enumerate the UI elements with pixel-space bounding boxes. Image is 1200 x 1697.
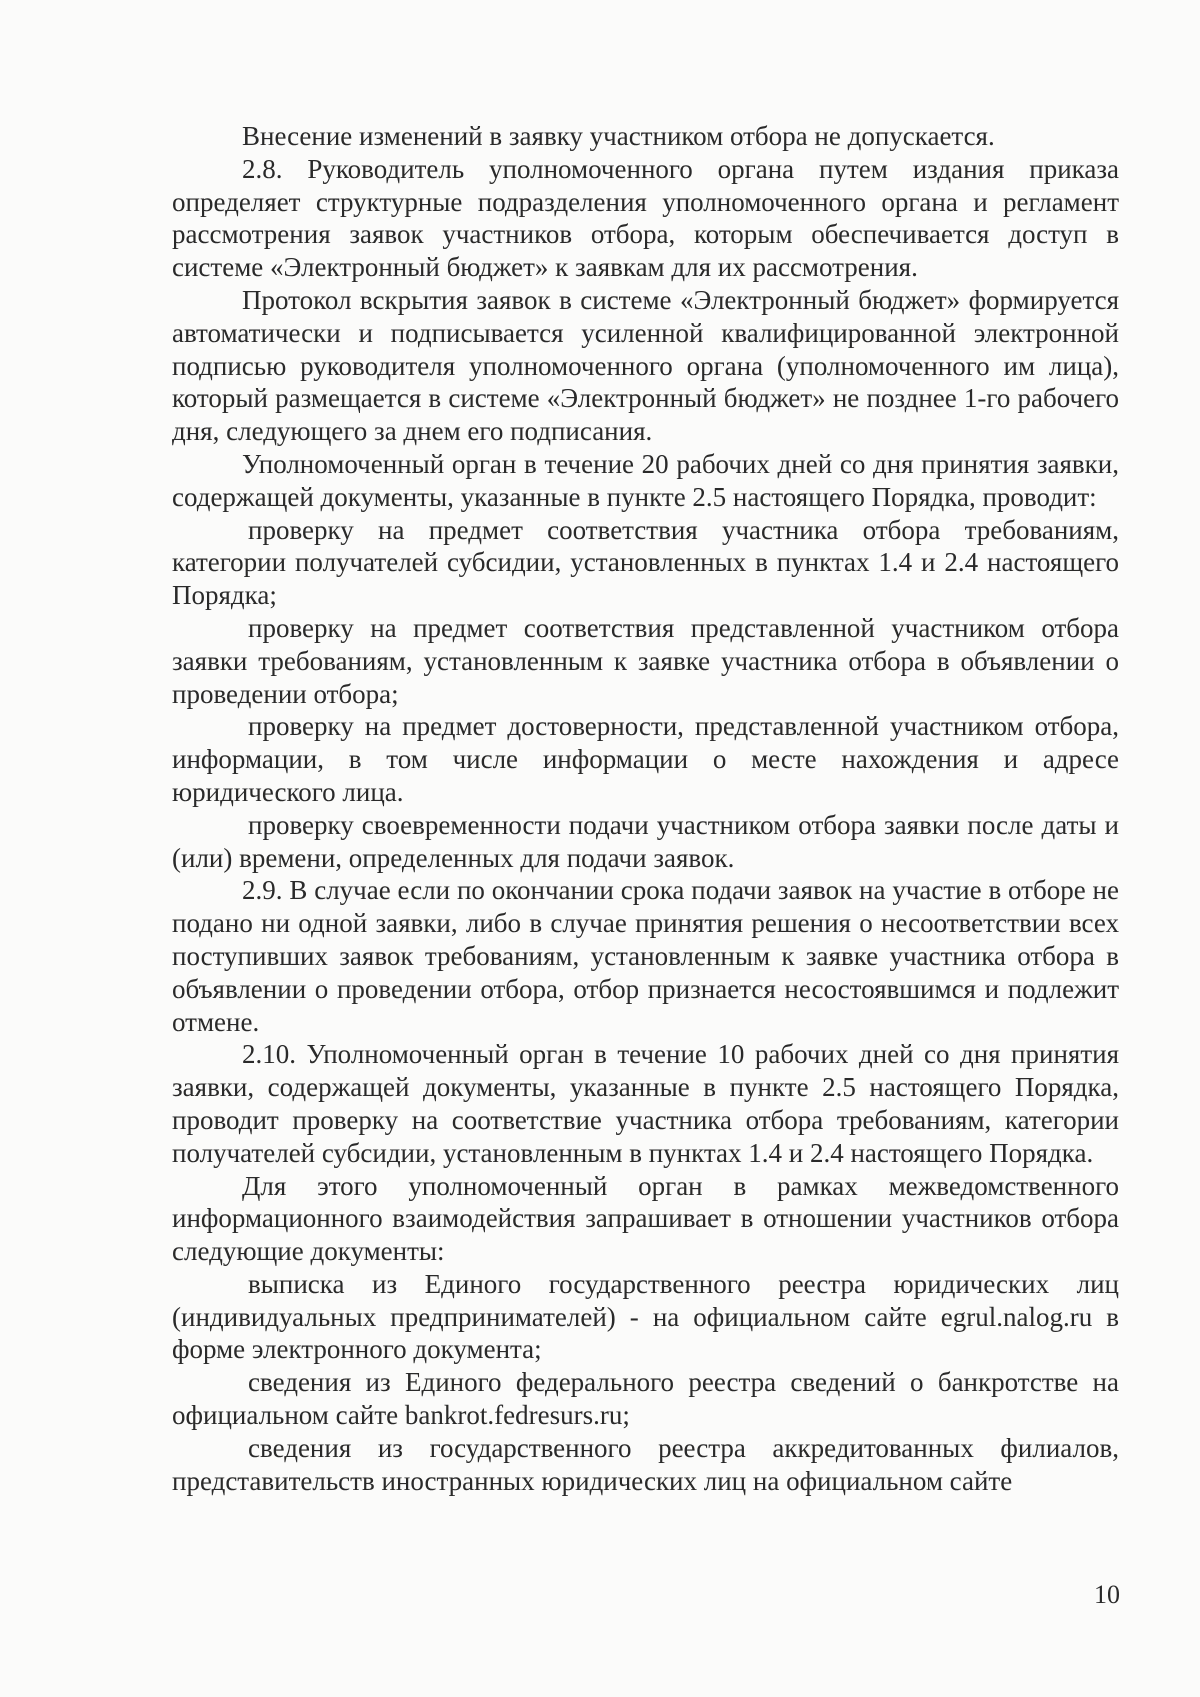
- paragraph-review-intro: Уполномоченный орган в течение 20 рабочих дней со дня принятия заявки, содержащей документы, указанные в пункте 2.5 настоящего Порядка, проводит:: [172, 448, 1119, 512]
- list-item-egrul: выписка из Единого государственного реестра юридических лиц (индивидуальных предпринимателей) - на официальном сайте egrul.nalog.ru в форме электронного документа;: [172, 1268, 1119, 1365]
- paragraph-interagency: Для этого уполномоченный орган в рамках межведомственного информационного взаимодействия запрашивает в отношении участников отбора следующие документы:: [172, 1170, 1119, 1267]
- list-item-accredited-branches: сведения из государственного реестра аккредитованных филиалов, представительств иностранных юридических лиц на официальном сайте: [172, 1432, 1119, 1496]
- page-number: 10: [1094, 1580, 1120, 1609]
- paragraph-2-10: 2.10. Уполномоченный орган в течение 10 рабочих дней со дня принятия заявки, содержащей документы, указанные в пункте 2.5 настоящего Порядка, проводит проверку на соответствие участника отбора требованиям, категории получателей субсидии, установленным в пунктах 1.4 и 2.4 настоящего Порядка.: [172, 1039, 1119, 1168]
- paragraph-2-9: 2.9. В случае если по окончании срока подачи заявок на участие в отборе не подано ни одной заявки, либо в случае принятия решения о несоответствии всех поступивших заявок требованиям, установленным к заявке участника отбора в объявлении о проведении отбора, отбор признается несостоявшимся и подлежит отмене.: [172, 875, 1119, 1037]
- list-item-check-application: проверку на предмет соответствия представленной участником отбора заявки требованиям, установленным к заявке участника отбора в объявлении о проведении отбора;: [172, 612, 1119, 709]
- document-body: [172, 120, 1119, 1497]
- list-item-fedresurs: сведения из Единого федерального реестра сведений о банкротстве на официальном сайте bankrot.fedresurs.ru;: [172, 1367, 1119, 1431]
- paragraph-2-8: 2.8. Руководитель уполномоченного органа путем издания приказа определяет структурные подразделения уполномоченного органа и регламент рассмотрения заявок участников отбора, которым обеспечивается доступ в системе «Электронный бюджет» к заявкам для их рассмотрения.: [172, 153, 1119, 283]
- list-item-check-requirements: проверку на предмет соответствия участника отбора требованиям, категории получателей субсидии, установленных в пунктах 1.4 и 2.4 настоящего Порядка;: [172, 514, 1119, 611]
- list-item-check-timeliness: проверку своевременности подачи участником отбора заявки после даты и (или) времени, определенных для подачи заявок.: [172, 809, 1119, 873]
- paragraph-protocol: Протокол вскрытия заявок в системе «Электронный бюджет» формируется автоматически и подписывается усиленной квалифицированной электронной подписью руководителя уполномоченного органа (уполномоченного им лица), который размещается в системе «Электронный бюджет» не позднее 1-го рабочего дня, следующего за днем его подписания.: [172, 284, 1119, 447]
- list-item-check-reliability: проверку на предмет достоверности, представленной участником отбора, информации, в том числе информации о месте нахождения и адресе юридического лица.: [172, 711, 1119, 807]
- paragraph-amendments: Внесение изменений в заявку участником отбора не допускается.: [242, 121, 995, 151]
